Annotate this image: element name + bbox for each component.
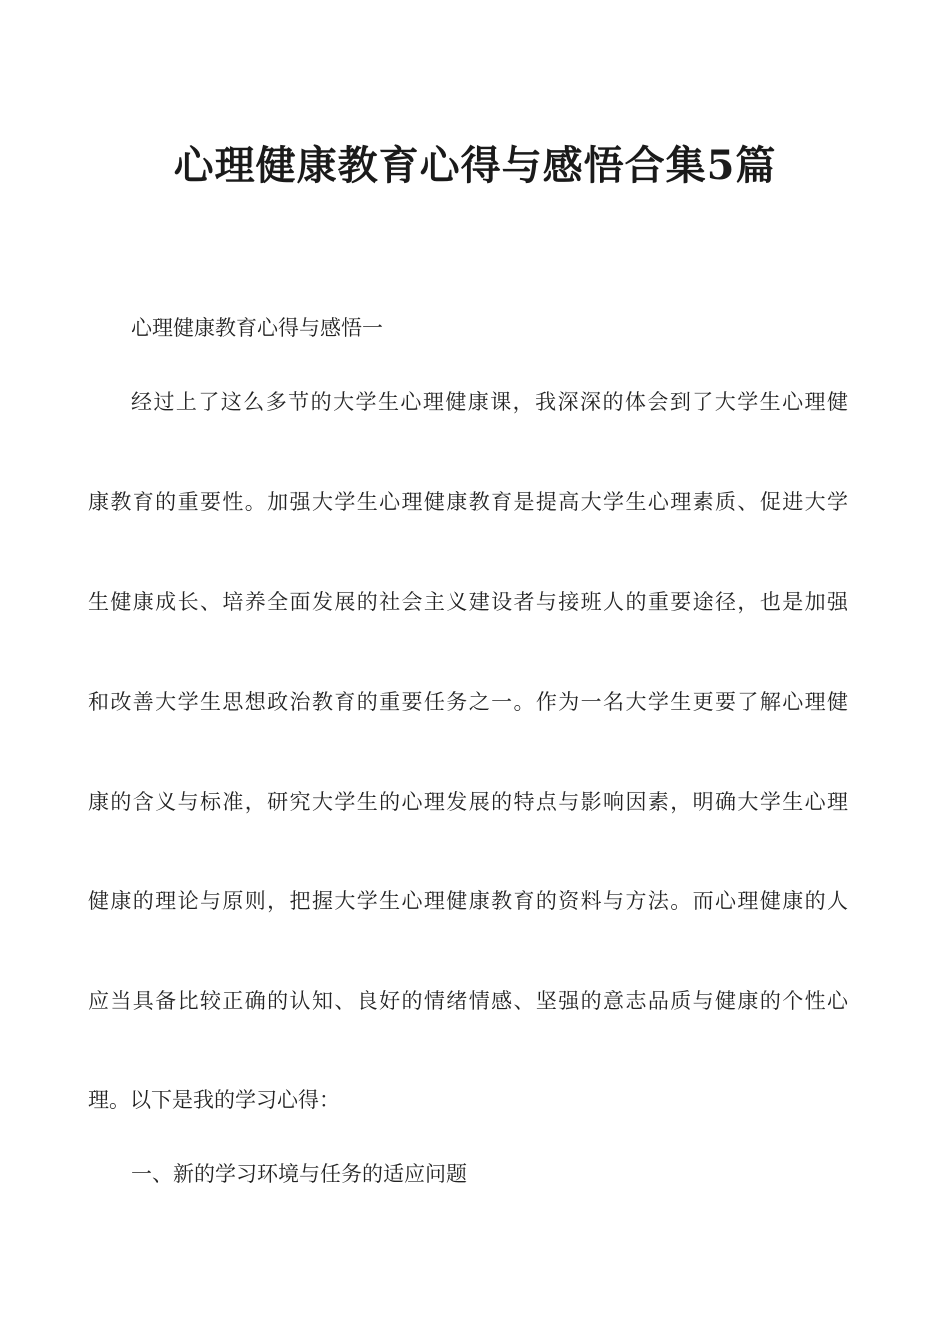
paragraph-line: 经过上了这么多节的大学生心理健康课，我深深的体会到了大学生心理健: [131, 390, 848, 414]
document-title: 心理健康教育心得与感悟合集5篇: [173, 142, 777, 189]
paragraph-line: 康教育的重要性。加强大学生心理健康教育是提高大学生心理素质、促进大学: [88, 490, 848, 514]
paragraph-line: 生健康成长、培养全面发展的社会主义建设者与接班人的重要途径，也是加强: [88, 590, 848, 614]
paragraph-line: 健康的理论与原则，把握大学生心理健康教育的资料与方法。而心理健康的人: [88, 889, 848, 913]
paragraph-line: 康的含义与标准，研究大学生的心理发展的特点与影响因素，明确大学生心理: [88, 790, 848, 814]
paragraph-line: 理。以下是我的学习心得：: [88, 1088, 340, 1112]
subheading: 一、新的学习环境与任务的适应问题: [131, 1162, 467, 1186]
paragraph-line: 和改善大学生思想政治教育的重要任务之一。作为一名大学生更要了解心理健: [88, 690, 848, 714]
paragraph-line: 应当具备比较正确的认知、良好的情绪情感、坚强的意志品质与健康的个性心: [88, 989, 848, 1013]
section-heading: 心理健康教育心得与感悟一: [131, 316, 383, 340]
